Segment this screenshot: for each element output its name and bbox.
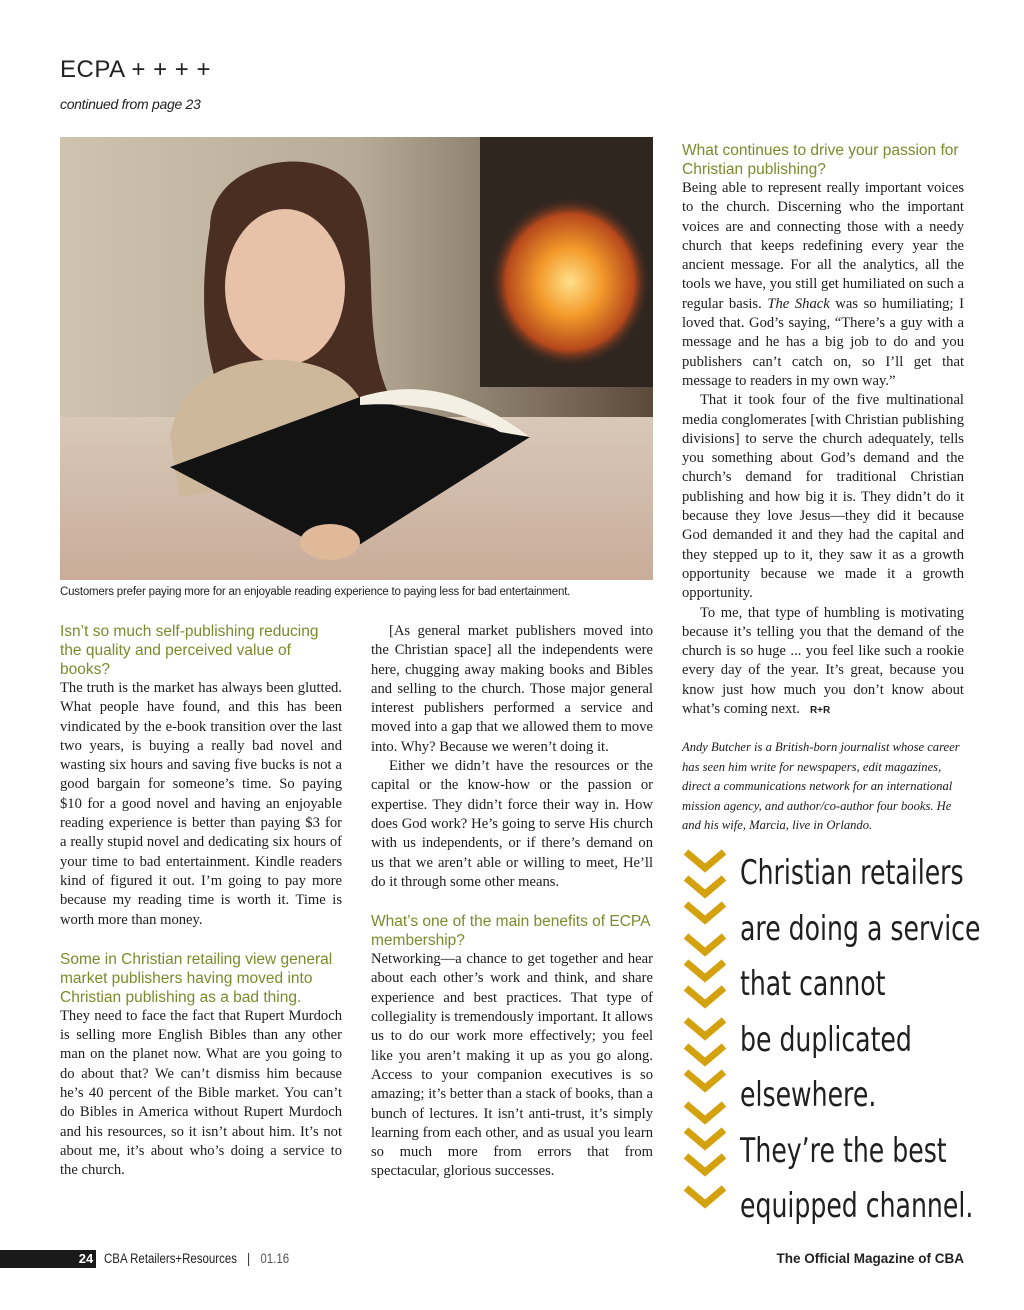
answer-paragraph: [As general market publishers moved into the Christian space] all the independents were here, chugging away making books and Bibles and selling to the church. Those major general interest publishers performed a service and moved into a gap that we allowed them to move into. Why? Because we weren’t doing it.	[371, 623, 653, 755]
footer-tagline: The Official Magazine of CBA	[776, 1251, 964, 1266]
answer-paragraph	[682, 604, 964, 721]
answer-text: Being able to represent really important voices to the church. Discerning who the important voices are and connecting those with a needy church that keeps redefining every year the ancient message. For all the analytics, all the tools we have, you still get humiliated on such a regular basis.	[682, 180, 964, 312]
answer-paragraph: The truth is the market has always been glutted. What people have found, and this has been vindicated by the e-book transition over the last two years, is buying a really bad novel and wasting six hours and saving five bucks is not a good bargain for someone’s time. So paying $10 for a good novel and having an enjoyable reading experience is better than paying $3 for a really stupid novel and dedicating six hours of your time to bad entertainment. Kindle readers kind of figured it out. I’m going to pay more because my reading time is worth it. Time is worth more than money.	[60, 680, 342, 928]
issue-date: 01.16	[260, 1251, 290, 1266]
article-column-2	[371, 622, 653, 1182]
chevron-down-icon	[682, 848, 728, 1220]
question-heading: Some in Christian retailing view general market publishers having moved into Christian publishing as a bad thing.	[60, 950, 333, 1006]
pull-quote-line: equipped channel.	[740, 1186, 974, 1226]
pull-quote-line: are doing a service	[740, 908, 981, 949]
footer-bar	[0, 1250, 78, 1268]
answer-text: To me, that type of humbling is motivating because it’s telling you that the demand of the church is so huge ... you feel like such a rookie every day of the year. It’s great, because you know just how much you don’t know about what’s coming next.	[682, 604, 964, 718]
answer-paragraph: Networking—a chance to get together and hear about each other’s work and think, and share experience and best practices. That type of collegiality is tremendously important. It allows us to do our work more effectively; you feel like you aren’t making it up as you go along. Access to your companion executives is so amazing; it’s better than a stack of books, than a bunch of lectures. It isn’t anti-trust, it’s simply learning from each other, and as usual you learn so much more from errors that from spectacular, glorious successes.	[371, 951, 653, 1180]
pull-quote-line: Christian retailers	[740, 853, 964, 893]
footer-magazine	[104, 1250, 289, 1268]
photo-illustration	[60, 137, 653, 580]
answer-paragraph: Either we didn’t have the resources or the capital or the know-how or the passion or expertise. They didn’t force their way in. How does God work? He’s going to serve His church with us independents, or if there’s demand on us that we aren’t able or willing to meet, He’ll do it through some other means.	[371, 758, 653, 890]
answer-text: was so humiliating; I loved that. God’s saying, “There’s a guy with a message and he has a big job to do and you publishers can’t catch on, so I’ll get that message to readers in my own way.”	[682, 295, 964, 389]
book-title: The Shack	[767, 295, 830, 312]
continued-note: continued from page 23	[60, 96, 201, 112]
answer-paragraph	[682, 179, 964, 391]
pull-quote-line: that cannot	[740, 964, 886, 1004]
end-mark: R+R	[809, 705, 831, 717]
page-number: 24	[76, 1250, 96, 1268]
article-column-1	[60, 622, 342, 1181]
question-heading: What continues to drive your passion for Christian publishing?	[682, 142, 959, 178]
pull-quote-line: They’re the best	[740, 1130, 947, 1171]
article-column-3	[682, 141, 964, 836]
question-heading: What’s one of the main benefits of ECPA membership?	[371, 913, 650, 950]
footer-separator: |	[247, 1251, 251, 1266]
woman-reading-book-photo	[60, 137, 653, 580]
pull-quote	[740, 846, 981, 1235]
question-heading: Isn’t so much self-publishing reducing the quality and perceived value of books?	[60, 623, 319, 678]
answer-paragraph: They need to face the fact that Rupert Murdoch is selling more English Bibles than any other man on the planet now. What are you going to do about that? We can’t dismiss him because he’s 40 percent of the Bible market. You can’t do Bibles in America without Rupert Murdoch and his resources, so it isn’t about him. It’s not about me, it’s about who’s doing a service to the church.	[60, 1007, 342, 1179]
pull-quote-line: be duplicated	[740, 1019, 912, 1060]
author-bio: Andy Butcher is a British-born journalist whose career has seen him write for newspapers, edit magazines, direct a communications network for an international mission agency, and author/co-author four books. He and his wife, Marcia, live in Orlando.	[682, 740, 960, 833]
pull-quote-line: elsewhere.	[740, 1075, 877, 1115]
answer-paragraph: That it took four of the five multinational media conglomerates [with Christian publishing divisions] to serve the church adequately, tells you something about God’s demand and the church’s demand for traditional Christian publishing and how big it is. They didn’t do it because they love Jesus—they did it because God demanded it and they had the capital and they stepped up to it, they saw it as a growth opportunity because we made it a growth opportunity.	[682, 392, 964, 602]
section-title: ECPA + + + +	[60, 56, 211, 83]
photo-caption: Customers prefer paying more for an enjoyable reading experience to paying less for bad entertainment.	[60, 586, 571, 598]
magazine-name: CBA Retailers+Resources	[104, 1251, 237, 1266]
